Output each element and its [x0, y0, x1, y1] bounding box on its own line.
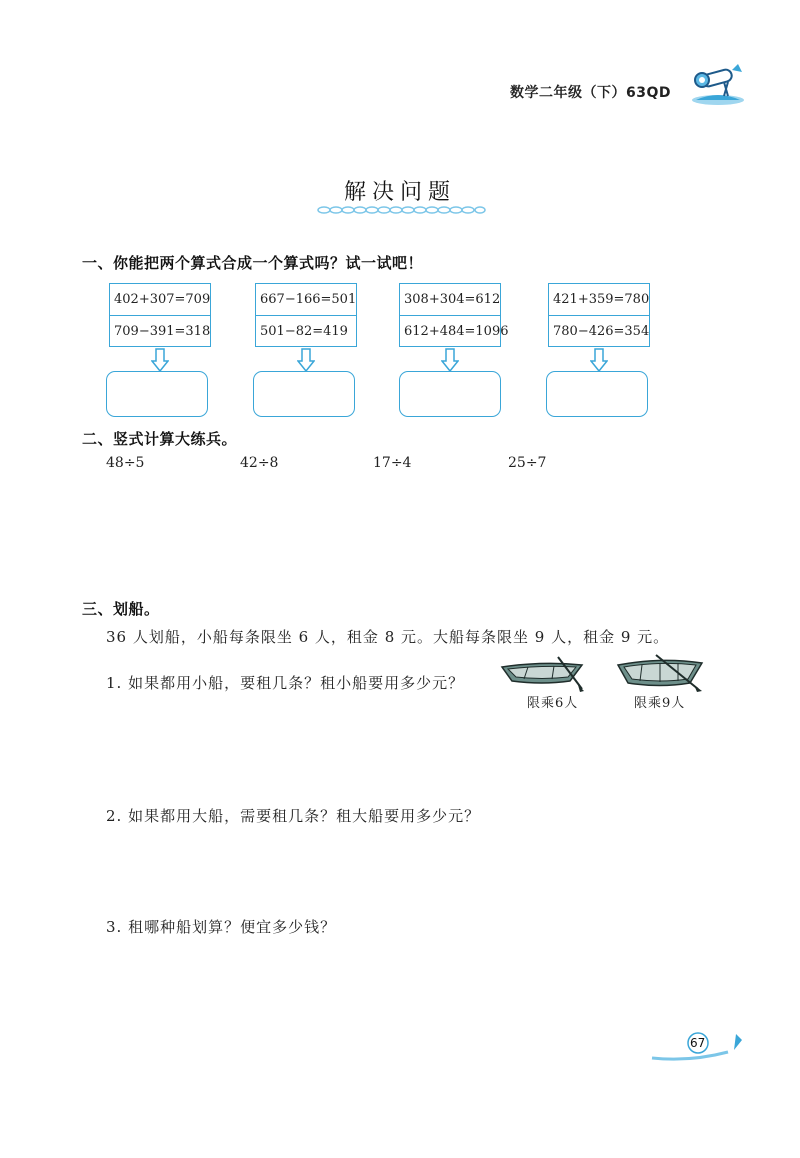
section1-heading: 一、你能把两个算式合成一个算式吗？试一试吧！ [82, 254, 424, 272]
down-arrow-icon [151, 348, 169, 372]
down-arrow-icon [590, 348, 608, 372]
answer-box-2[interactable] [253, 371, 355, 417]
equation-card-4 [548, 283, 650, 347]
equation-top: 308+304=612 [400, 284, 500, 316]
equation-bottom: 780−426=354 [553, 324, 650, 339]
boat-label-small: 限乘6人 [527, 696, 579, 711]
telescope-icon [688, 60, 748, 108]
boat-label-large: 限乘9人 [634, 696, 686, 711]
page-header: 数学二年级（下）63QD [510, 85, 672, 101]
answer-box-1[interactable] [106, 371, 208, 417]
section2-heading: 二、竖式计算大练兵。 [82, 430, 238, 448]
section3-heading: 三、划船。 [82, 600, 160, 618]
page-number: 67 [690, 1036, 706, 1050]
equation-bottom: 501−82=419 [260, 324, 348, 339]
problem-intro: 36 人划船，小船每条限坐 6 人，租金 8 元。大船每条限坐 9 人，租金 9 元。 [106, 628, 670, 646]
question-1: 1. 如果都用小船，要租几条？租小船要用多少元？ [106, 674, 465, 692]
title-decoration [316, 205, 486, 215]
down-arrow-icon [441, 348, 459, 372]
equation-top: 667−166=501 [256, 284, 356, 316]
equation-card-1 [109, 283, 211, 347]
division-problem: 48÷5 [106, 455, 145, 471]
down-arrow-icon [297, 348, 315, 372]
division-problem: 25÷7 [508, 455, 547, 471]
answer-box-3[interactable] [399, 371, 501, 417]
small-boat-icon [498, 653, 586, 693]
page-title: 解决问题 [343, 180, 456, 205]
equation-bottom: 709−391=318 [114, 324, 211, 339]
equation-top: 421+359=780 [549, 284, 649, 316]
question-2: 2. 如果都用大船，需要租几条？租大船要用多少元？ [106, 807, 481, 825]
equation-bottom: 612+484=1096 [404, 324, 509, 339]
question-3: 3. 租哪种船划算？便宜多少钱？ [106, 918, 337, 936]
equation-top: 402+307=709 [110, 284, 210, 316]
large-boat-icon [616, 653, 704, 693]
division-problem: 42÷8 [240, 455, 279, 471]
division-problem: 17÷4 [373, 455, 412, 471]
equation-card-2 [255, 283, 357, 347]
answer-box-4[interactable] [546, 371, 648, 417]
equation-card-3 [399, 283, 509, 347]
